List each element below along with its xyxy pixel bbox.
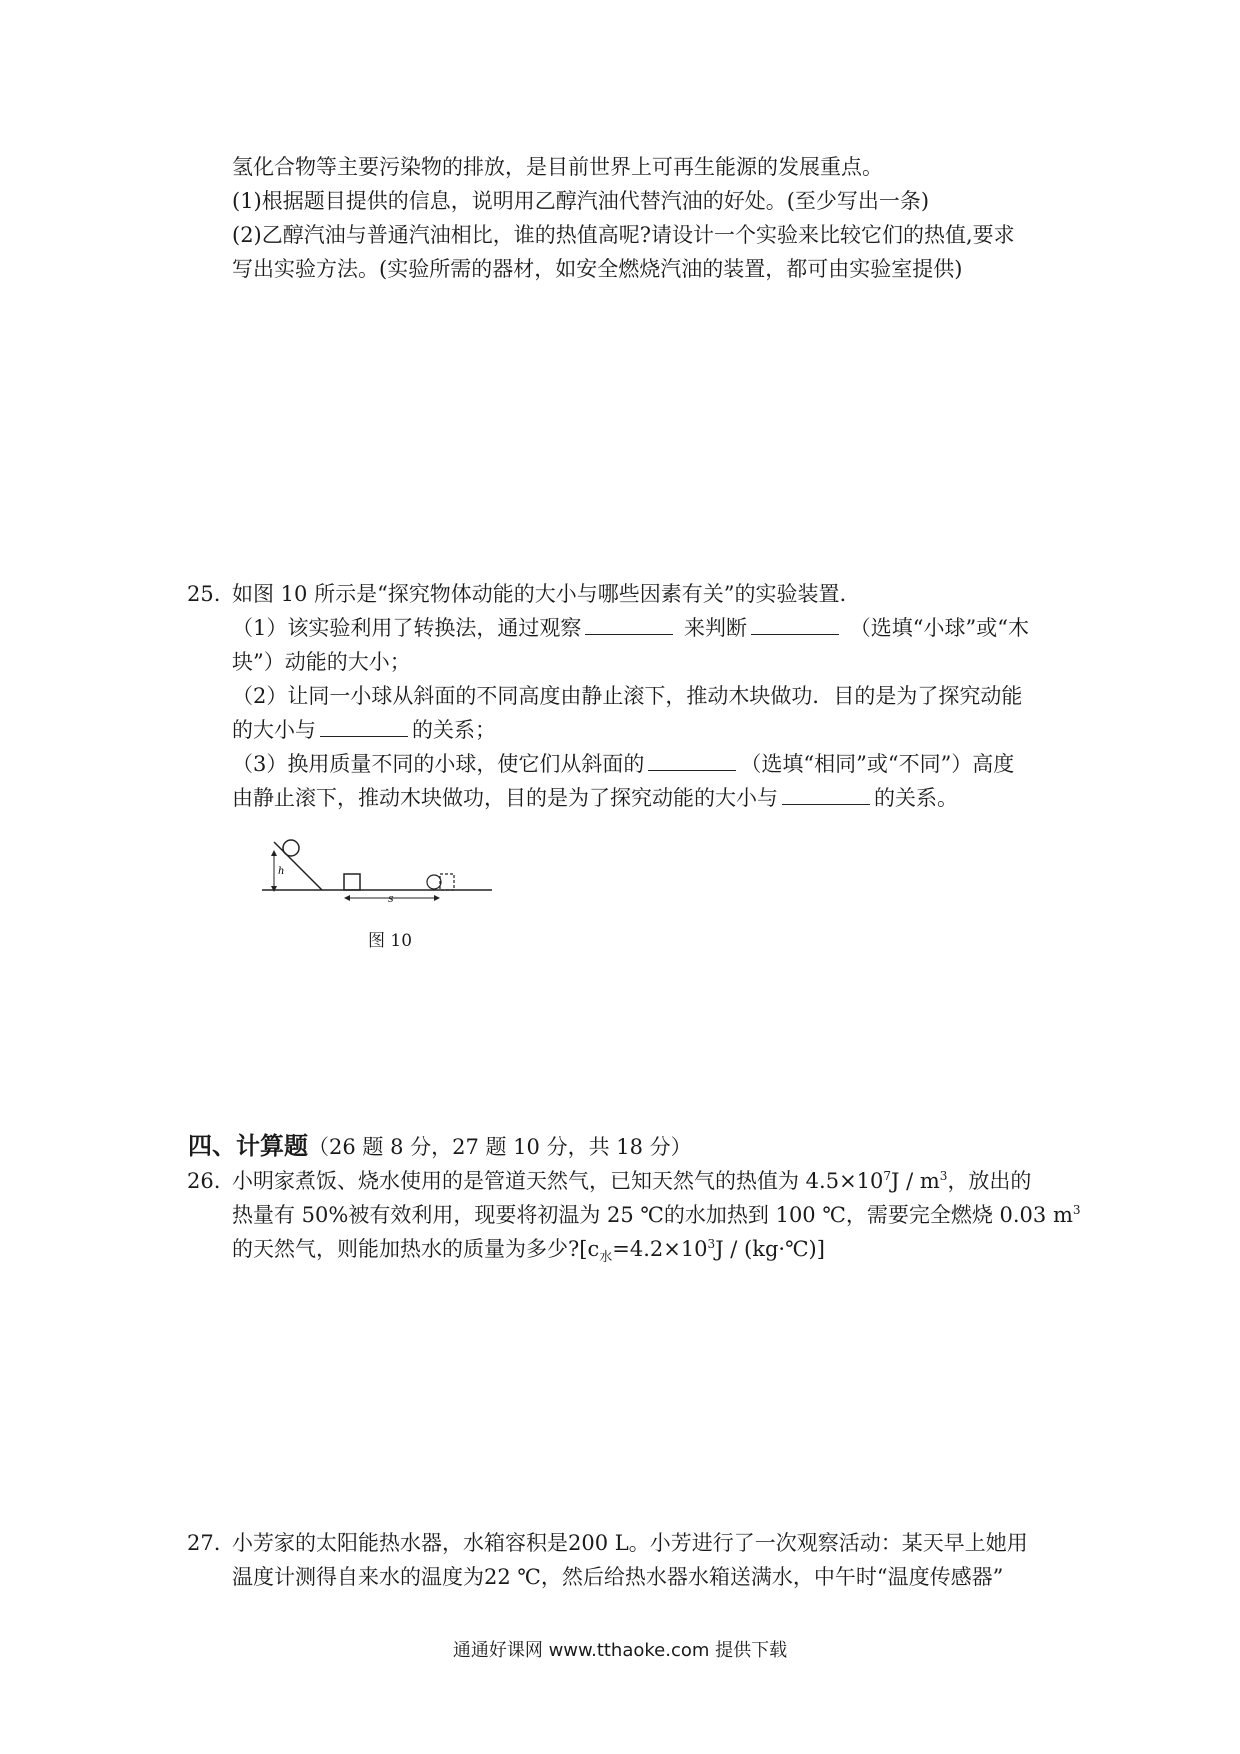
- height-label: h: [278, 866, 285, 877]
- q26-line-3-sub: 水: [599, 1250, 613, 1266]
- q25-line-6-part-b: （选填“相同”或“不同”）高度: [740, 752, 1015, 776]
- prev-question-line-1: 氢化合物等主要污染物的排放，是目前世界上可再生能源的发展重点。: [232, 155, 883, 179]
- wood-block: [344, 874, 360, 890]
- prev-question-line-2: (1)根据题目提供的信息，说明用乙醇汽油代替汽油的好处。(至少写出一条): [232, 189, 930, 213]
- q26-line-3-exp: 3: [707, 1237, 716, 1251]
- q25-blank-2: [751, 614, 839, 635]
- height-arrow-head-top: [271, 850, 277, 856]
- distance-label: s: [388, 892, 394, 905]
- wood-block-moved: [440, 874, 454, 890]
- q26-line-1: [232, 1167, 1031, 1195]
- prev-question-line-4: 写出实验方法。(实验所需的器材，如安全燃烧汽油的装置，都可由实验室提供): [232, 257, 963, 281]
- q25-line-2-part-b: 来判断: [684, 616, 748, 640]
- q25-blank-1: [585, 614, 673, 635]
- q26-line-1-exp: 7: [883, 1169, 892, 1183]
- q25-line-2-part-a: （1）该实验利用了转换法，通过观察: [232, 616, 582, 640]
- prev-question-line-3: (2)乙醇汽油与普通汽油相比，谁的热值高呢?请设计一个实验来比较它们的热值,要求: [232, 223, 1015, 247]
- q26-line-3-part-a: 的天然气，则能加热水的质量为多少?[c: [232, 1237, 600, 1261]
- q27-line-2: 温度计测得自来水的温度为22 ℃，然后给热水器水箱送满水，中午时“温度传感器”: [232, 1565, 1004, 1589]
- distance-arrow-head-right: [434, 895, 440, 901]
- q25-line-4: （2）让同一小球从斜面的不同高度由静止滚下，推动木块做功．目的是为了探究动能: [232, 684, 1023, 708]
- section-4-subtitle: （26 题 8 分，27 题 10 分，共 18 分）: [308, 1135, 692, 1159]
- q26-line-3-part-b: =4.2×10: [612, 1237, 708, 1261]
- q25-line-5-part-a: 的大小与: [232, 718, 316, 742]
- figure-10-caption: 图 10: [368, 931, 413, 951]
- q25-blank-5: [782, 784, 870, 805]
- q26-line-2-part-a: 热量有 50%被有效利用，现要将初温为 25 ℃的水加热到 100 ℃，需要完全燃烧 0.03 m: [232, 1203, 1073, 1227]
- q25-line-7-part-a: 由静止滚下，推动木块做功，目的是为了探究动能的大小与: [232, 786, 778, 810]
- q25-line-6: [232, 750, 1014, 778]
- q26-number: 26.: [187, 1169, 221, 1193]
- q25-line-6-part-a: （3）换用质量不同的小球，使它们从斜面的: [232, 752, 645, 776]
- height-arrow-head-bottom: [271, 886, 277, 892]
- q25-line-3: 块”）动能的大小；: [232, 650, 411, 674]
- q26-line-3: [232, 1235, 825, 1266]
- q25-line-1: 如图 10 所示是“探究物体动能的大小与哪些因素有关”的实验装置.: [232, 582, 847, 606]
- q25-line-2-part-c: （选填“小球”或“木: [849, 616, 1029, 640]
- page-footer: 通通好课网 www.tthaoke.com 提供下载: [452, 1640, 788, 1661]
- q25-line-2: [232, 614, 1029, 642]
- q25-blank-4: [648, 750, 736, 771]
- q26-line-2: [232, 1201, 1081, 1229]
- figure-10-diagram: [262, 836, 494, 906]
- q26-line-1-part-b: J / m: [891, 1169, 940, 1193]
- q26-line-3-part-c: J / (kg·℃)]: [715, 1237, 825, 1261]
- q25-line-5: [232, 716, 496, 744]
- q27-number: 27.: [187, 1531, 221, 1555]
- ball-shape: [283, 840, 299, 856]
- distance-arrow-head-left: [344, 895, 350, 901]
- q25-line-7: [232, 784, 958, 812]
- q25-blank-3: [320, 716, 408, 737]
- ball-moved: [427, 875, 441, 889]
- section-4-title: 四、计算题: [188, 1131, 308, 1160]
- q26-line-2-exp: 3: [1072, 1203, 1081, 1217]
- q25-line-5-part-b: 的关系；: [412, 718, 496, 742]
- q26-line-1-exp2: 3: [939, 1169, 948, 1183]
- q27-line-1: 小芳家的太阳能热水器，水箱容积是200 L。小芳进行了一次观察活动：某天早上她用: [232, 1531, 1028, 1555]
- q26-line-1-part-a: 小明家煮饭、烧水使用的是管道天然气，已知天然气的热值为 4.5×10: [232, 1169, 884, 1193]
- section-4-heading: [188, 1131, 692, 1162]
- q26-line-1-part-c: ，放出的: [947, 1169, 1032, 1193]
- q25-number: 25.: [187, 582, 221, 606]
- q25-line-7-part-b: 的关系。: [874, 786, 958, 810]
